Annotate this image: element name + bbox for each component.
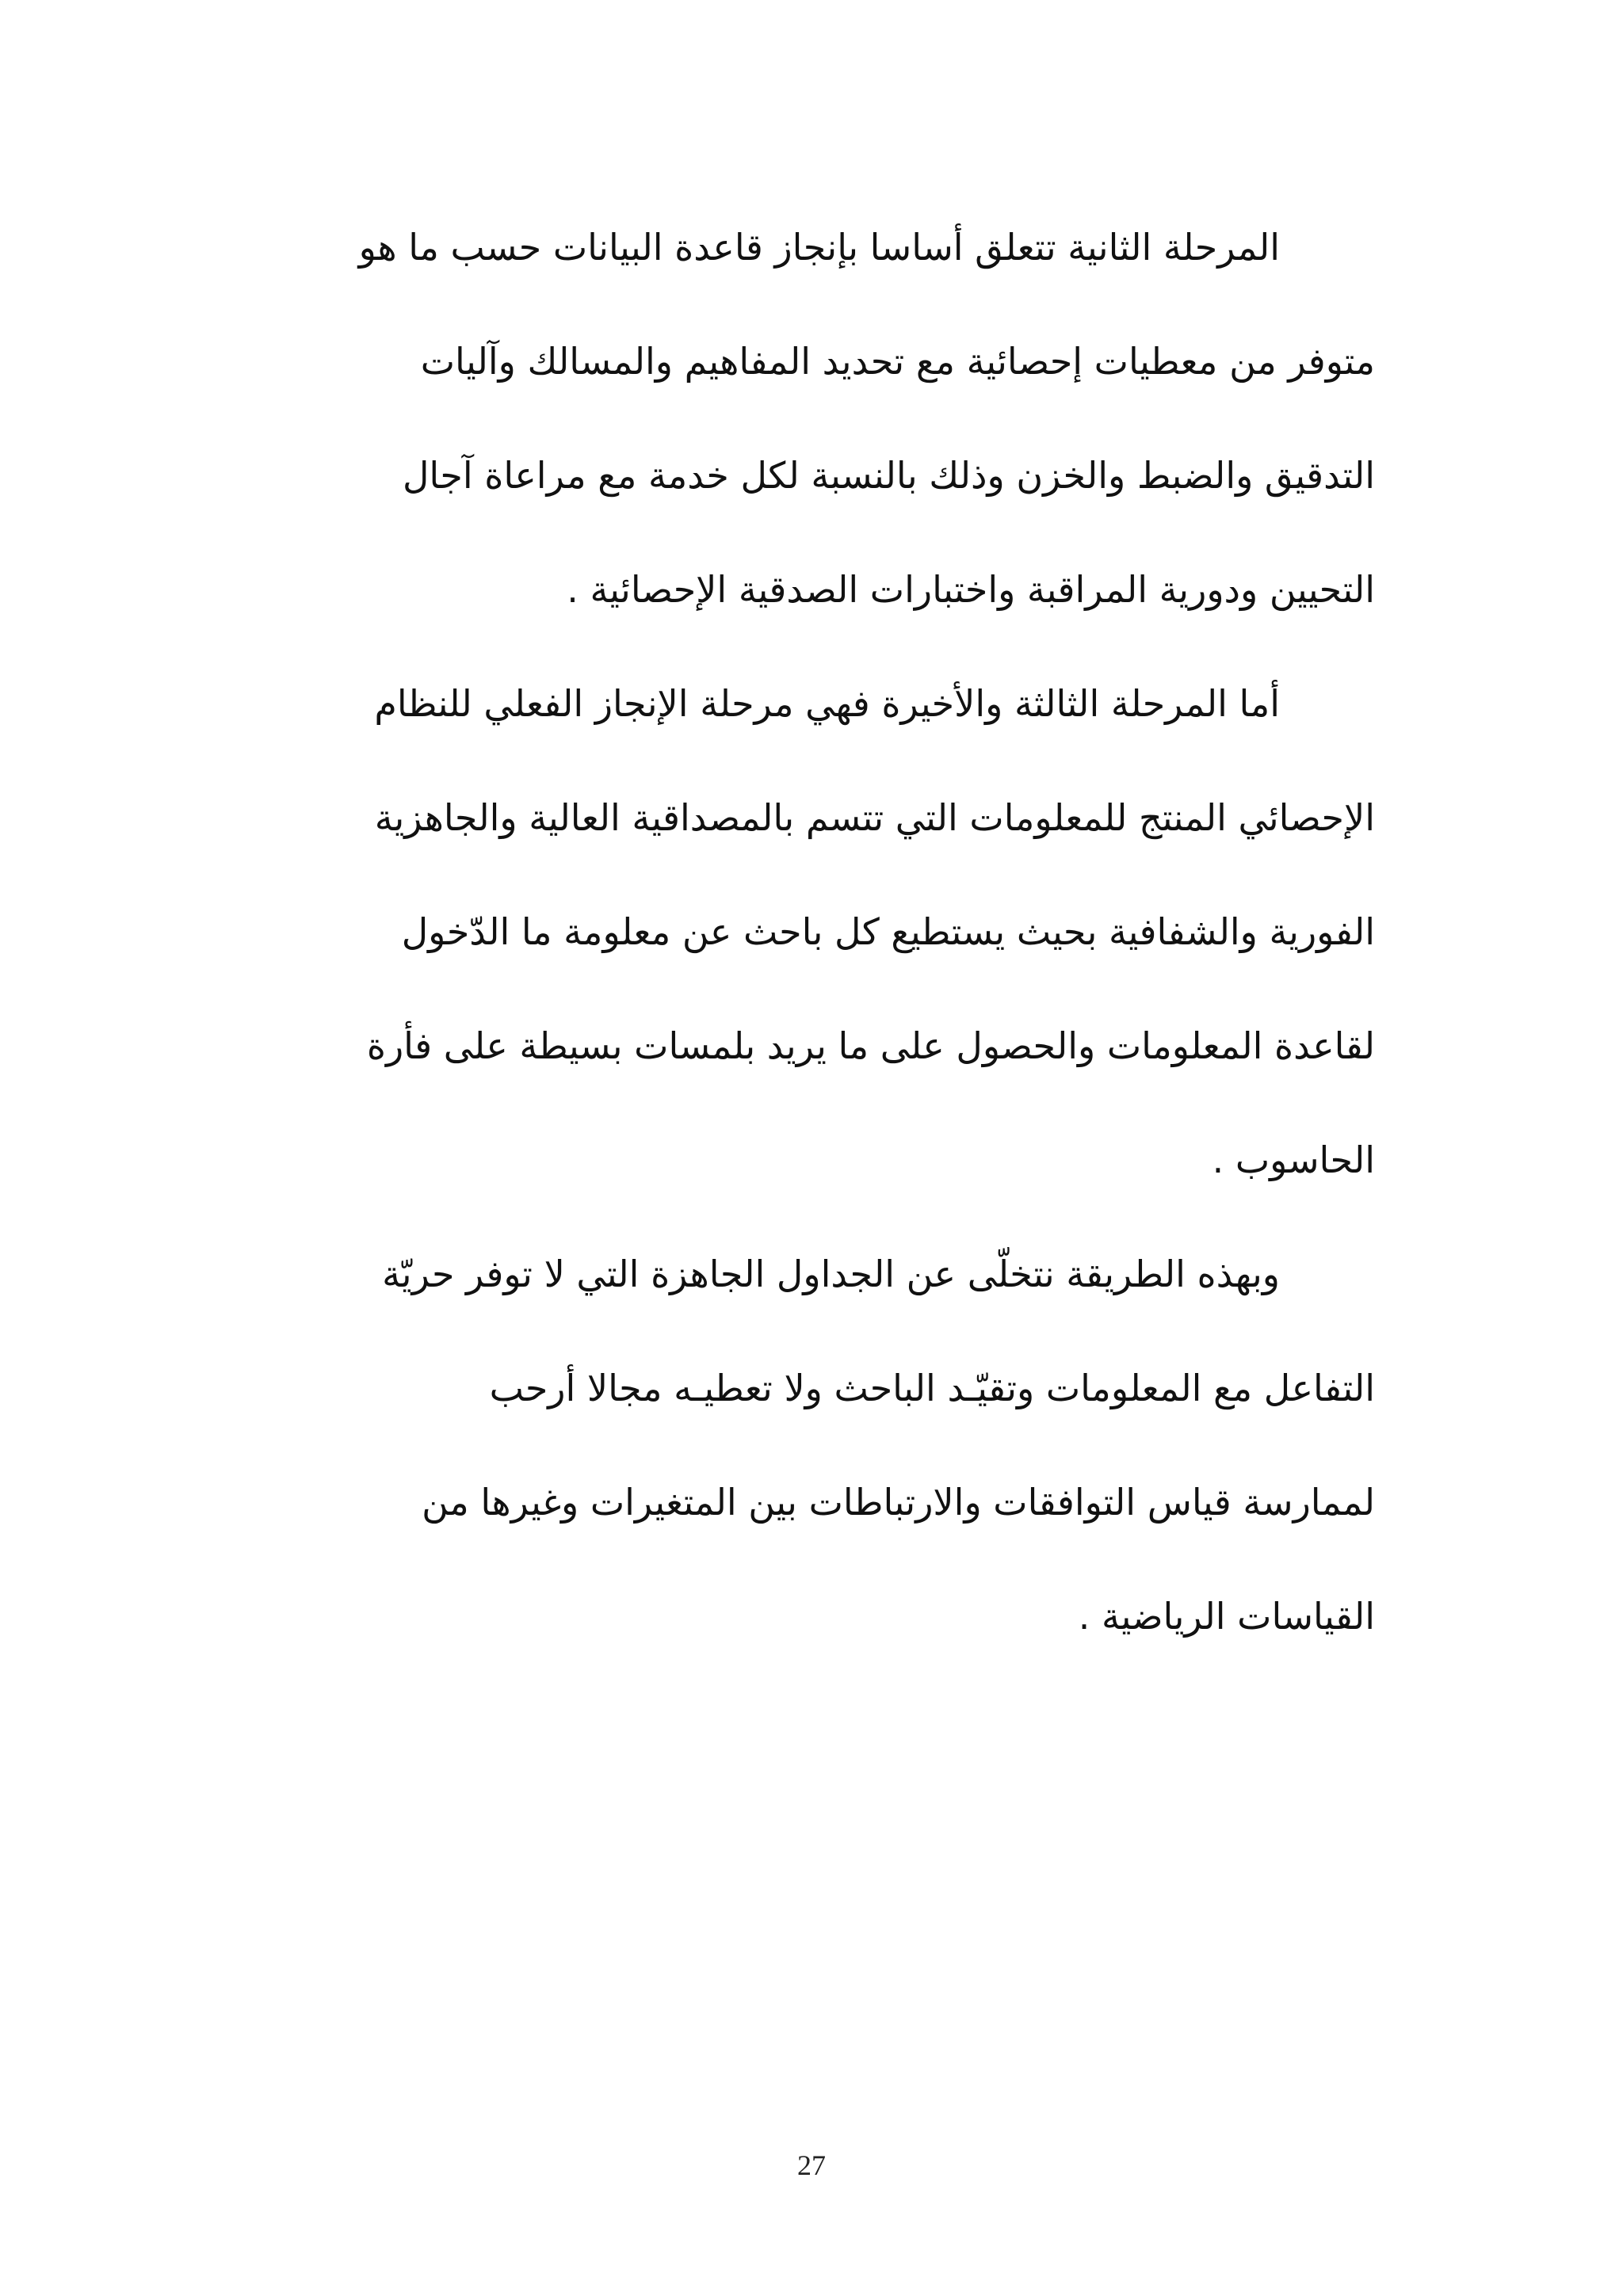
paragraph-line: متوفر من معطيات إحصائية مع تحديد المفاهيم والمسالك وآليات <box>420 340 1375 383</box>
paragraph-line: لممارسة قياس التوافقات والارتباطات بين المتغيرات وغيرها من <box>422 1481 1375 1524</box>
paragraph-1 <box>269 208 1375 664</box>
paragraph-line: التدقيق والضبط والخزن وذلك بالنسبة لكل خدمة مع مراعاة آجال <box>402 454 1375 497</box>
paragraph-line: الحاسوب . <box>1212 1138 1375 1181</box>
paragraph-line: التحيين ودورية المراقبة واختبارات الصدقية الإحصائية . <box>567 568 1375 611</box>
paragraph-3 <box>269 1234 1375 1691</box>
paragraph-line: الفورية والشفافية بحيث يستطيع كل باحث عن معلومة ما الدّخول <box>401 910 1375 953</box>
page-number: 27 <box>797 2149 826 2181</box>
paragraph-2 <box>269 664 1375 1234</box>
paragraph-line: الإحصائي المنتج للمعلومات التي تتسم بالمصداقية العالية والجاهزية <box>374 796 1375 839</box>
paragraph-line: المرحلة الثانية تتعلق أساسا بإنجاز قاعدة البيانات حسب ما هو <box>358 226 1280 269</box>
paragraph-line: أما المرحلة الثالثة والأخيرة فهي مرحلة الإنجاز الفعلي للنظام <box>374 682 1280 725</box>
paragraph-line: التفاعل مع المعلومات وتقيّـد الباحث ولا تعطيـه مجالا أرحب <box>489 1367 1375 1409</box>
paragraph-line: القياسات الرياضية . <box>1078 1595 1375 1638</box>
paragraph-line: وبهذه الطريقة نتخلّى عن الجداول الجاهزة التي لا توفر حريّة <box>382 1253 1280 1295</box>
document-body <box>269 208 1375 1691</box>
paragraph-line: لقاعدة المعلومات والحصول على ما يريد بلمسات بسيطة على فأرة <box>366 1024 1375 1067</box>
